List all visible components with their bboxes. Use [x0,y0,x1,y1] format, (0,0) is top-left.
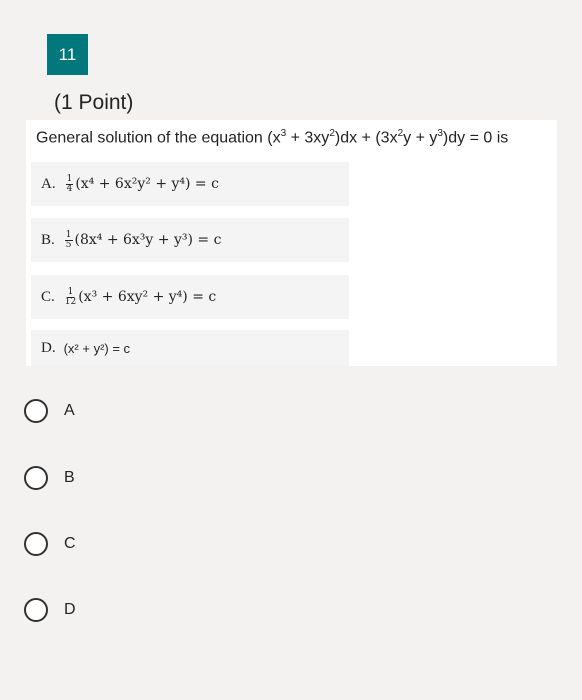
fraction: $\frac{1}{12}$ [64,286,77,307]
radio-button[interactable] [24,532,48,556]
option-b-text: B. $\frac{1}{5}$ (8x⁴ + 6x³y + y³) = c [31,218,349,262]
radio-button[interactable] [24,598,48,622]
question-text: General solution of the equation $(x^3 + 3xy^2)dx + (3x^2y + y^3)dy = 0$ is [36,128,509,147]
choice-a[interactable] [24,399,75,423]
option-d-text: D. (x² + y²) = c [31,330,349,366]
points-label: (1 Point) [54,91,134,114]
question-card [26,120,557,366]
choice-label: B [64,469,75,486]
choice-label: A [64,402,75,419]
option-a-text: A. $\frac{1}{4}$ (x⁴ + 6x²y² + y⁴) = c [31,162,349,206]
fraction: $\frac{1}{4}$ [66,173,73,194]
radio-button[interactable] [24,399,48,423]
choice-b[interactable] [24,466,75,490]
choice-c[interactable] [24,532,76,556]
fraction: $\frac{1}{5}$ [65,229,72,250]
option-c-text: C. $\frac{1}{12}$ (x³ + 6xy² + y⁴) = c [31,275,349,319]
choice-label: D [64,601,76,618]
radio-button[interactable] [24,466,48,490]
choice-label: C [64,535,76,552]
question-number-badge: 11 [47,34,88,75]
choice-d[interactable] [24,598,76,622]
